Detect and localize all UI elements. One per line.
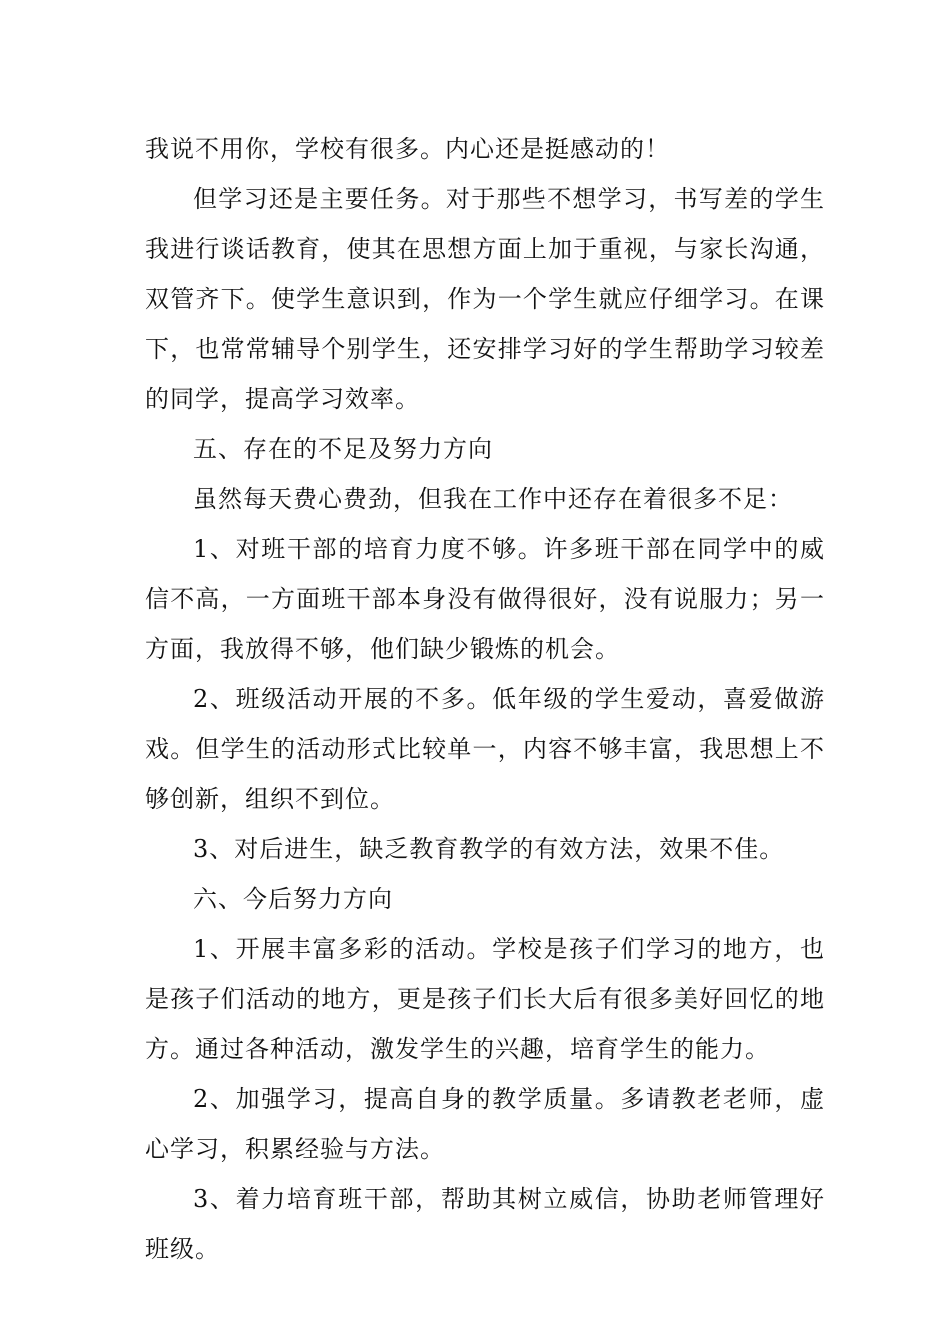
paragraph-2: 但学习还是主要任务。对于那些不想学习，书写差的学生我进行谈话教育，使其在思想方面上加于重视，与家长沟通，双管齐下。使学生意识到，作为一个学生就应仔细学习。在课下，也常常辅导个别学生，还安排学习好的学生帮助学习较差的同学，提高学习效率。	[145, 185, 825, 413]
list-item-direction-3: 3、着力培育班干部，帮助其树立威信，协助老师管理好班级。	[145, 1185, 825, 1263]
section-heading-6: 六、今后努力方向	[193, 885, 393, 913]
paragraph-1: 我说不用你，学校有很多。内心还是挺感动的！	[145, 135, 670, 163]
section-heading-5: 五、存在的不足及努力方向	[193, 435, 493, 463]
list-item-direction-1: 1、开展丰富多彩的活动。学校是孩子们学习的地方，也是孩子们活动的地方，更是孩子们长大后有很多美好回忆的地方。通过各种活动，激发学生的兴趣，培育学生的能力。	[145, 935, 825, 1063]
list-item-shortcoming-3: 3、对后进生，缺乏教育教学的有效方法，效果不佳。	[193, 835, 785, 863]
list-item-shortcoming-1: 1、对班干部的培育力度不够。许多班干部在同学中的威信不高，一方面班干部本身没有做得很好，没有说服力；另一方面，我放得不够，他们缺少锻炼的机会。	[145, 535, 825, 663]
document-body	[145, 124, 825, 1274]
paragraph-3: 虽然每天费心费劲，但我在工作中还存在着很多不足：	[193, 485, 793, 513]
list-item-direction-2: 2、加强学习，提高自身的教学质量。多请教老老师，虚心学习，积累经验与方法。	[145, 1085, 825, 1163]
list-item-shortcoming-2: 2、班级活动开展的不多。低年级的学生爱动，喜爱做游戏。但学生的活动形式比较单一，内容不够丰富，我思想上不够创新，组织不到位。	[145, 685, 825, 813]
